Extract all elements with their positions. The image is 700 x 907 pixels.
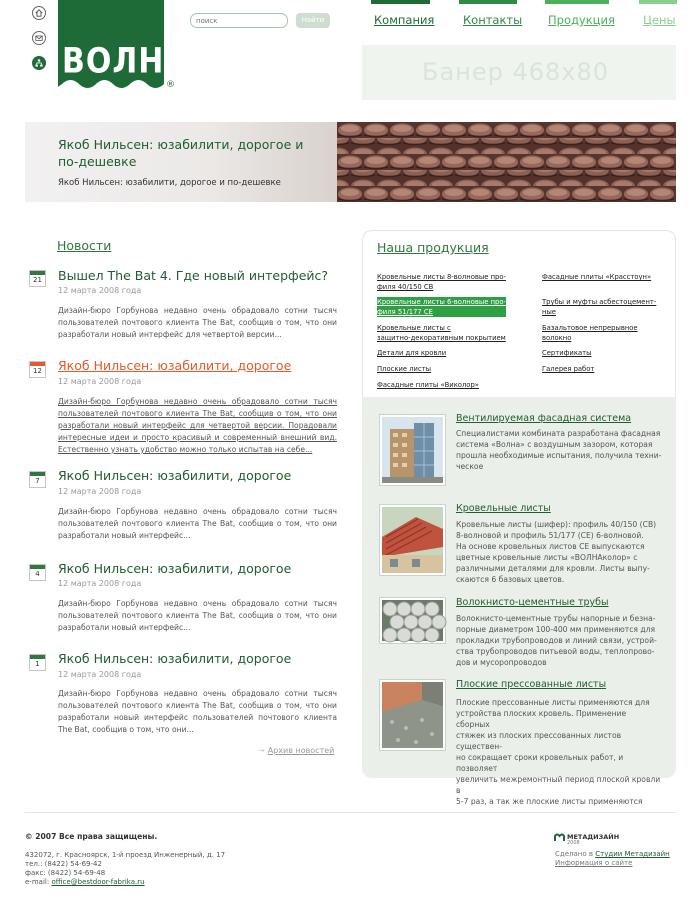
search-input[interactable] (190, 13, 288, 28)
studio-name: МЕТАДИЗАЙН (567, 833, 620, 841)
news-title[interactable]: Якоб Нильсен: юзабилити, дорогое (58, 651, 292, 666)
site-info-link[interactable]: Информация о сайте (555, 859, 633, 867)
home-icon[interactable] (32, 6, 46, 20)
product-link[interactable]: Кровельные листы 8-волновые про- филя 40/150 СВ (377, 273, 506, 291)
news-body: Дизайн-бюро Горбунова недавно очень обрадовало сотни тысяч пользователей почтового клиента The Bat, сообщив о том, что они разработали новый интерфейс для четвертой версии... (58, 306, 337, 339)
hero-banner[interactable] (25, 122, 676, 202)
product-link-active[interactable]: Кровельные листы 6-волновые про- филя 51/177 СЕ (377, 298, 506, 316)
nav-products[interactable] (545, 0, 615, 30)
products-heading[interactable]: Наша продукция (377, 240, 489, 255)
product-link[interactable]: Трубы и муфты асбестоцемент- ные (542, 298, 657, 316)
product-description: Специалистами комбината разработана фасадная система «Волна» с воздушным зазором, которая прошла необходимые испытания, получила техни- ческое (456, 429, 662, 471)
facade-system-image[interactable] (380, 415, 445, 485)
nav-company[interactable] (371, 0, 435, 30)
news-date: 12 марта 2008 года (58, 377, 142, 386)
news-body: Дизайн-бюро Горбунова недавно очень обрадовало сотни тысяч пользователей почтового клиента The Bat, сообщив о том, что они разработали новый интерфейс... (58, 599, 337, 632)
product-link[interactable]: Базальтовое непрерывное волокно (542, 324, 638, 342)
site-logo[interactable] (58, 0, 189, 96)
product-title[interactable]: Кровельные листы (456, 503, 551, 514)
metadesign-logo-icon[interactable] (554, 832, 565, 843)
news-archive-label: Архив новостей (267, 746, 335, 755)
nav-company-bar (371, 0, 430, 4)
product-link[interactable]: Фасадные плиты «Виколор» (377, 381, 479, 389)
nav-prices[interactable] (639, 0, 677, 30)
calendar-icon: 21 (29, 270, 46, 287)
nav-prices-bar (639, 0, 677, 4)
studio-year: 2008 (567, 840, 580, 846)
copyright: © 2007 Все права защищены. (25, 832, 158, 841)
roof-tiles-image (337, 122, 676, 202)
nav-products-bar (545, 0, 609, 4)
product-description: Плоские прессованные листы применяются для устройства плоских кровель. Применение сборных стяжек из плоских прессованных листов существен- но сокращает сроки кровельных работ, и позволяет увеличить межремонтный период плоской кровли в 5-7 раз, а так же плоские листы применяются (456, 698, 661, 806)
product-link[interactable]: Детали для кровли (377, 349, 447, 357)
news-date: 12 марта 2008 года (58, 579, 142, 588)
hero-subtitle: Якоб Нильсен: юзабилити, дорогое и по-дешевке (58, 178, 281, 188)
news-title[interactable]: Якоб Нильсен: юзабилити, дорогое (58, 358, 292, 373)
news-body: Дизайн-бюро Горбунова недавно очень обрадовало сотни тысяч пользователей почтового клиента The Bat, сообщив о том, что они разработали новый интерфейс... (58, 507, 337, 540)
news-date: 12 марта 2008 года (58, 487, 142, 496)
footer-divider (25, 812, 676, 813)
footer-fax: факс: (8422) 54-69-48 (25, 869, 106, 877)
nav-contacts-label: Контакты (463, 13, 523, 27)
arrow-right-icon: → (258, 746, 265, 755)
calendar-icon: 1 (29, 654, 46, 671)
product-link[interactable]: Сертификаты (542, 349, 592, 357)
news-archive-link[interactable] (258, 746, 334, 755)
sitemap-icon[interactable] (32, 56, 46, 70)
news-title[interactable]: Якоб Нильсен: юзабилити, дорогое (58, 561, 292, 576)
flat-sheets-image[interactable] (380, 680, 445, 750)
news-heading[interactable]: Новости (57, 238, 112, 253)
product-description: Волокнисто-цементные трубы напорные и безна- порные диаметром 100-400 мм применяются для прокладки трубопроводов и линий связи, устрой- ства трубопроводов питьевой воды, теплопрово- дов и мусоропроводов (456, 614, 657, 667)
product-link[interactable]: Кровельные листы с защитно-декоративным покрытием (377, 324, 506, 342)
footer-phone: тел.: (8422) 54-69-42 (25, 860, 102, 868)
product-link[interactable]: Плоские листы (377, 365, 432, 373)
registered-mark: ® (166, 80, 175, 90)
calendar-icon: 7 (29, 471, 46, 488)
news-date: 12 марта 2008 года (58, 286, 142, 295)
calendar-icon: 4 (29, 564, 46, 581)
roof-sheets-image[interactable] (380, 505, 445, 575)
news-body: Дизайн-бюро Горбунова недавно очень обрадовало сотни тысяч пользователей почтового клиента The Bat, сообщив о том, что они разработали новый интерфейс пользователей почтового клиента The Bat, сообщив о том, что они... (58, 689, 337, 734)
nav-company-label: Компания (374, 13, 435, 27)
product-link[interactable]: Галерея работ (542, 365, 595, 373)
footer-email: e-mail: office@bestdoor-fabrika.ru (25, 878, 145, 886)
product-title[interactable]: Плоские прессованные листы (456, 679, 607, 690)
footer-email-link[interactable]: office@bestdoor-fabrika.ru (51, 878, 145, 886)
product-link[interactable]: Фасадные плиты «Красстоун» (542, 273, 652, 281)
made-by: Сделано в Студии Метадизайн (555, 850, 670, 858)
products-panel (362, 230, 676, 806)
studio-link[interactable]: Студии Метадизайн (595, 850, 670, 858)
product-description: Кровельные листы (шифер): профиль 40/150 (СВ) 8-волновой и профиль 51/177 (СЕ) 6-волновой. На основе кровельных листов СЕ выпускаются цветные кровельные листы «ВОЛНАколор» с различными деталями для кровли. Листы выпу- скаются 6 базовых цветов. (456, 520, 657, 584)
news-date: 12 марта 2008 года (58, 670, 142, 679)
product-title[interactable]: Вентилируемая фасадная система (456, 413, 632, 424)
nav-contacts-bar (459, 0, 517, 4)
search-button[interactable]: Найти (296, 13, 330, 28)
hero-title: Якоб Нильсен: юзабилити, дорогое и по-дешевке (58, 137, 304, 169)
logo-text: ВОЛНА (62, 41, 189, 82)
news-title[interactable]: Вышел The Bat 4. Где новый интерфейс? (58, 268, 329, 283)
nav-products-label: Продукция (548, 13, 615, 27)
nav-contacts[interactable] (459, 0, 523, 30)
mail-icon[interactable] (32, 31, 46, 45)
news-title[interactable]: Якоб Нильсен: юзабилити, дорогое (58, 468, 292, 483)
product-title[interactable]: Волокнисто-цементные трубы (456, 597, 609, 608)
nav-prices-label: Цены (643, 13, 676, 27)
news-body[interactable]: Дизайн-бюро Горбунова недавно очень обрадовало сотни тысяч пользователей почтового клиента The Bat, сообщив о том, что они разработали новый интерфейс для четвертой версии. Порадовали интересные идеи и просто красивый и современный внешний вид. Естественно узнать удобство можно только испытав на себе... (58, 397, 337, 454)
ad-banner[interactable]: Банер 468x80 (362, 45, 676, 100)
pipes-image[interactable] (380, 598, 445, 643)
footer-address: 432072, г. Красноярск, 1-й проезд Инженерный, д. 17 (25, 851, 226, 859)
calendar-icon: 12 (29, 361, 46, 378)
